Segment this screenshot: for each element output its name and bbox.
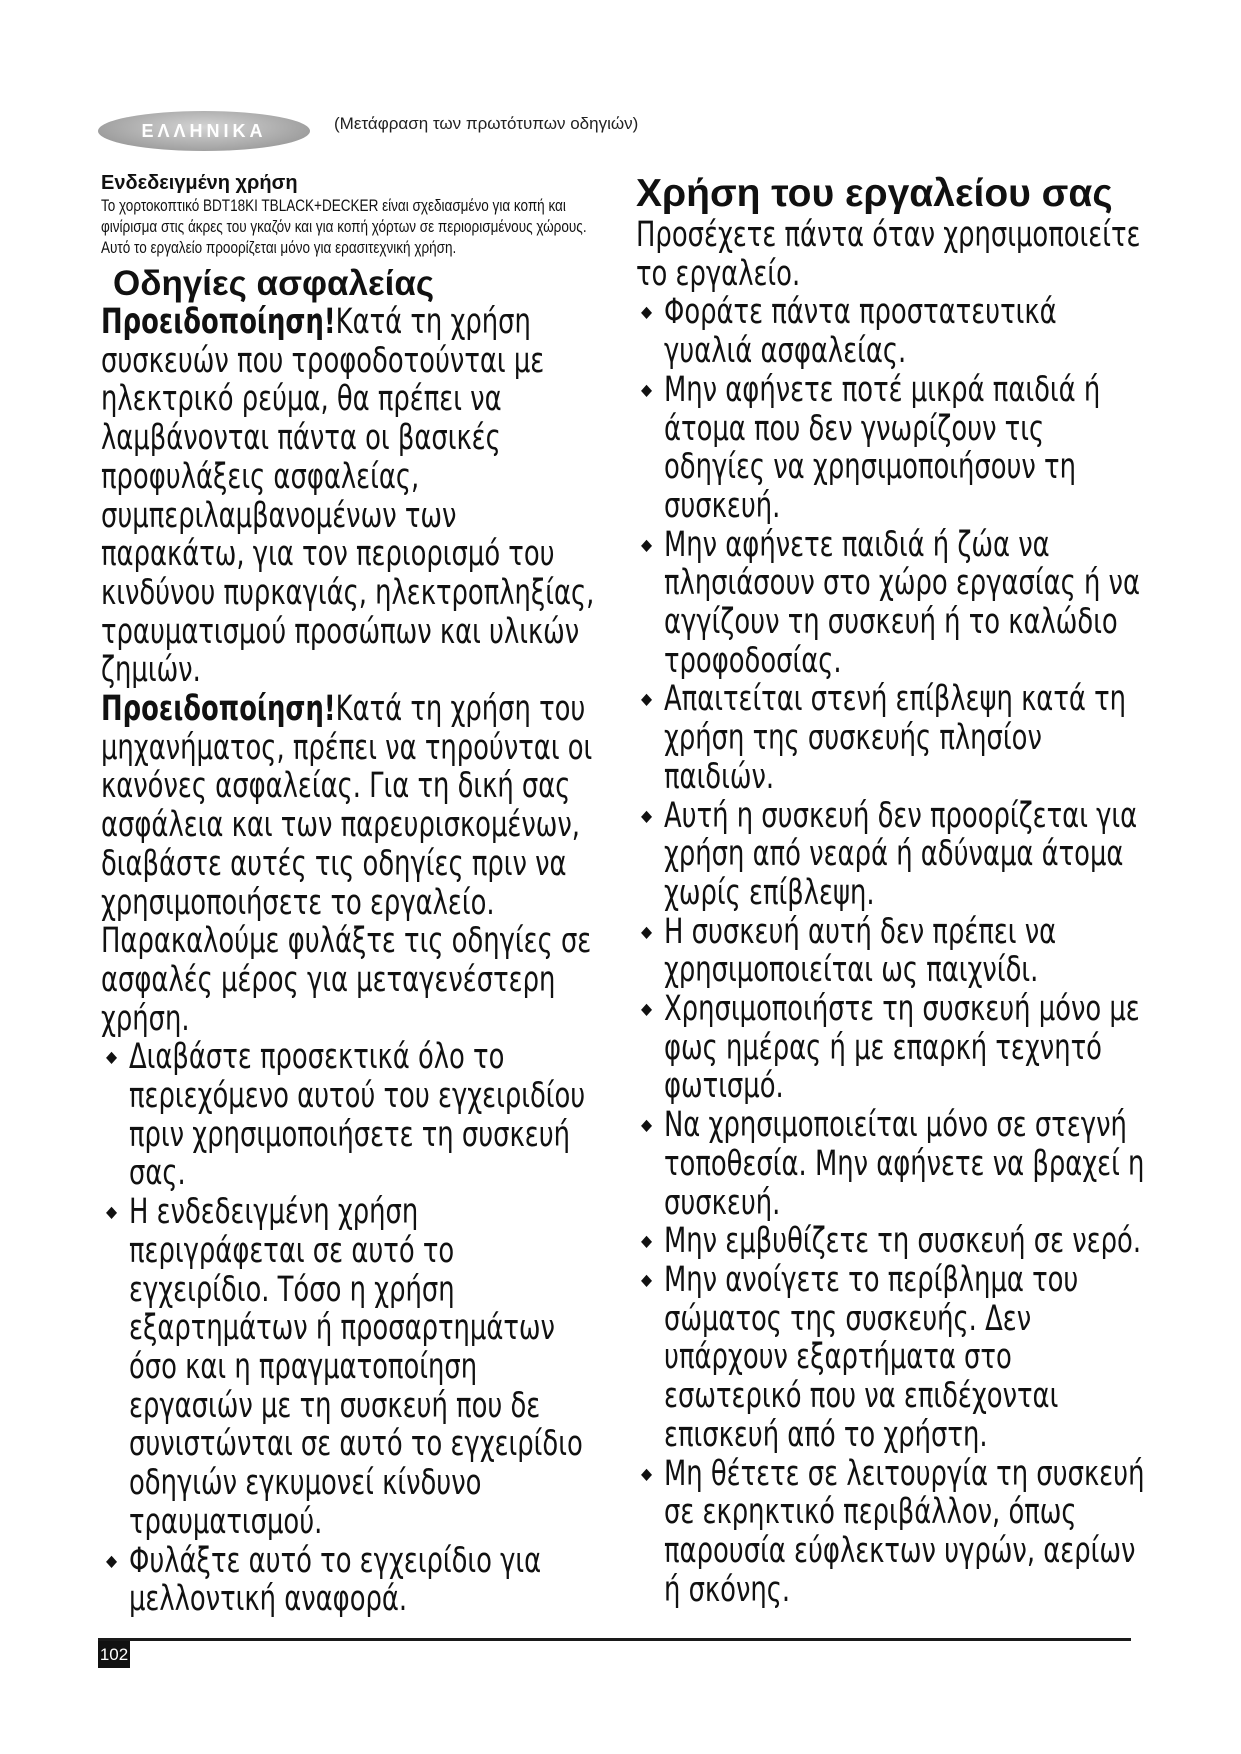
list-item [636, 1106, 1146, 1222]
list-item [636, 293, 1146, 370]
list-item-text: Διαβάστε προσεκτικά όλο το περιεχόμενο αυτού του εγχειριδίου πριν χρησιμοποιήσετε τη συσκευή σας. [129, 1037, 586, 1194]
list-item [636, 913, 1146, 990]
warning-paragraph-2 [101, 690, 601, 1038]
list-item [101, 1038, 601, 1193]
intended-use-body [101, 196, 601, 259]
list-item [636, 526, 1146, 681]
diamond-bullet-icon: ◆ [641, 379, 653, 399]
warning-1-content [101, 303, 601, 690]
list-item [636, 797, 1146, 913]
list-item-text: Χρησιμοποιήστε τη συσκευή μόνο με φως ημέρας ή με επαρκή τεχνητό φωτισμό. [664, 989, 1140, 1107]
warning-2-content [101, 690, 601, 1038]
right-column [636, 172, 1146, 1609]
list-item-text: Μην αφήνετε ποτέ μικρά παιδιά ή άτομα που δεν γνωρίζουν τις οδηγίες να χρησιμοποιήσουν τη συσκευή. [664, 369, 1101, 526]
list-item-text: Μην ανοίγετε το περίβλημα του σώματος της συσκευής. Δεν υπάρχουν εξαρτήματα στο εσωτερικό που να επιδέχονται επισκευή από το χρήστη. [664, 1259, 1079, 1455]
intended-use-text: Το χορτοκοπτικό BDT18KI TBLACK+DECKER είναι σχεδιασμένο για κοπή και φινίρισμα στις άκρες του γκαζόν και για κοπή χόρτων σε περιορισμένους χώρους. Αυτό το εργαλείο προορίζεται μόνο για ερασιτεχνική χρήση. [101, 197, 587, 257]
list-item-text: Απαιτείται στενή επίβλεψη κατά τη χρήση της συσκευής πλησίον παιδιών. [664, 679, 1126, 797]
safety-title: Οδηγίες ασφαλείας [113, 264, 435, 303]
list-item [636, 1261, 1146, 1455]
list-item-text: Μην εμβυθίζετε τη συσκευή σε νερό. [664, 1221, 1142, 1262]
warning-paragraph-1 [101, 303, 601, 690]
left-column [101, 172, 601, 1619]
diamond-bullet-icon: ◆ [641, 805, 653, 825]
warning-label: Προειδοποίηση! [101, 689, 336, 730]
list-item [636, 371, 1146, 526]
diamond-bullet-icon: ◆ [106, 1047, 118, 1067]
list-item [636, 1455, 1146, 1610]
using-tool-title: Χρήση του εργαλείου σας [636, 172, 1113, 215]
diamond-bullet-icon: ◆ [641, 921, 653, 941]
list-item [101, 1542, 601, 1619]
safety-bullet-list [101, 1038, 601, 1619]
list-item-text: Φυλάξτε αυτό το εγχειρίδιο για μελλοντική αναφορά. [129, 1540, 542, 1620]
diamond-bullet-icon: ◆ [641, 1463, 653, 1483]
list-item [101, 1193, 601, 1541]
language-badge: ΕΛΛΗΝΙΚΑ [98, 111, 310, 151]
diamond-bullet-icon: ◆ [641, 1115, 653, 1135]
warning-2-text: Κατά τη χρήση του μηχανήματος, πρέπει να τηρούνται οι κανόνες ασφαλείας. Για τη δική σας ασφάλεια και των παρευρισκομένων, διαβάστε αυτές τις οδηγίες πριν να χρησιμοποιήσετε το εργαλείο. Παρακαλούμε φυλάξτε τις οδηγίες σε ασφαλές μέρος για μεταγενέστερη χρήση. [101, 689, 593, 1039]
list-item [636, 680, 1146, 796]
page-number: 102 [98, 1641, 130, 1668]
list-item-text: Μην αφήνετε παιδιά ή ζώα να πλησιάσουν στο χώρο εργασίας ή να αγγίζουν τη συσκευή ή το καλώδιο τροφοδοσίας. [664, 524, 1140, 681]
warning-1-text: Κατά τη χρήση συσκευών που τροφοδοτούνται με ηλεκτρικό ρεύμα, θα πρέπει να λαμβάνονται πάντα οι βασικές προφυλάξεις ασφαλείας, συμπεριλαμβανομένων των παρακάτω, για τον περιορισμό του κινδύνου πυρκαγιάς, ηλεκτροπληξίας, τραυματισμού προσώπων και υλικών ζημιών. [101, 302, 595, 691]
diamond-bullet-icon: ◆ [641, 1269, 653, 1289]
diamond-bullet-icon: ◆ [106, 1550, 118, 1570]
intended-use-title: Ενδεδειγμένη χρήση [101, 172, 298, 194]
using-tool-bullet-list [636, 293, 1146, 1609]
warning-label: Προειδοποίηση! [101, 302, 336, 342]
footer-divider [98, 1638, 1131, 1641]
using-tool-intro [636, 216, 1146, 293]
using-tool-intro-text: Προσέχετε πάντα όταν χρησιμοποιείτε το εργαλείο. [636, 215, 1141, 294]
diamond-bullet-icon: ◆ [641, 534, 653, 554]
list-item-text: Αυτή η συσκευή δεν προορίζεται για χρήση από νεαρά ή αδύναμα άτομα χωρίς επίβλεψη. [664, 795, 1138, 913]
diamond-bullet-icon: ◆ [106, 1202, 118, 1222]
diamond-bullet-icon: ◆ [641, 689, 653, 709]
list-item-text: Η ενδεδειγμένη χρήση περιγράφεται σε αυτό το εγχειρίδιο. Τόσο η χρήση εξαρτημάτων ή προσαρτημάτων όσο και η πραγματοποίηση εργασιών με τη συσκευή που δε συνιστώνται σε αυτό το εγχειρίδιο οδηγιών εγκυμονεί κίνδυνο τραυματισμού. [129, 1192, 583, 1542]
list-item-text: Φοράτε πάντα προστατευτικά γυαλιά ασφαλείας. [664, 292, 1057, 372]
diamond-bullet-icon: ◆ [641, 1231, 653, 1251]
diamond-bullet-icon: ◆ [641, 302, 653, 322]
list-item [636, 990, 1146, 1106]
diamond-bullet-icon: ◆ [641, 999, 653, 1019]
list-item [636, 1222, 1146, 1261]
list-item-text: Η συσκευή αυτή δεν πρέπει να χρησιμοποιείται ως παιχνίδι. [664, 911, 1057, 991]
list-item-text: Μη θέτετε σε λειτουργία τη συσκευή σε εκρηκτικό περιβάλλον, όπως παρουσία εύφλεκτων υγρών, αερίων ή σκόνης. [664, 1453, 1145, 1610]
translation-note: (Μετάφραση των πρωτότυπων οδηγιών) [334, 114, 639, 133]
list-item-text: Να χρησιμοποιείται μόνο σε στεγνή τοποθεσία. Μην αφήνετε να βραχεί η συσκευή. [664, 1105, 1145, 1223]
